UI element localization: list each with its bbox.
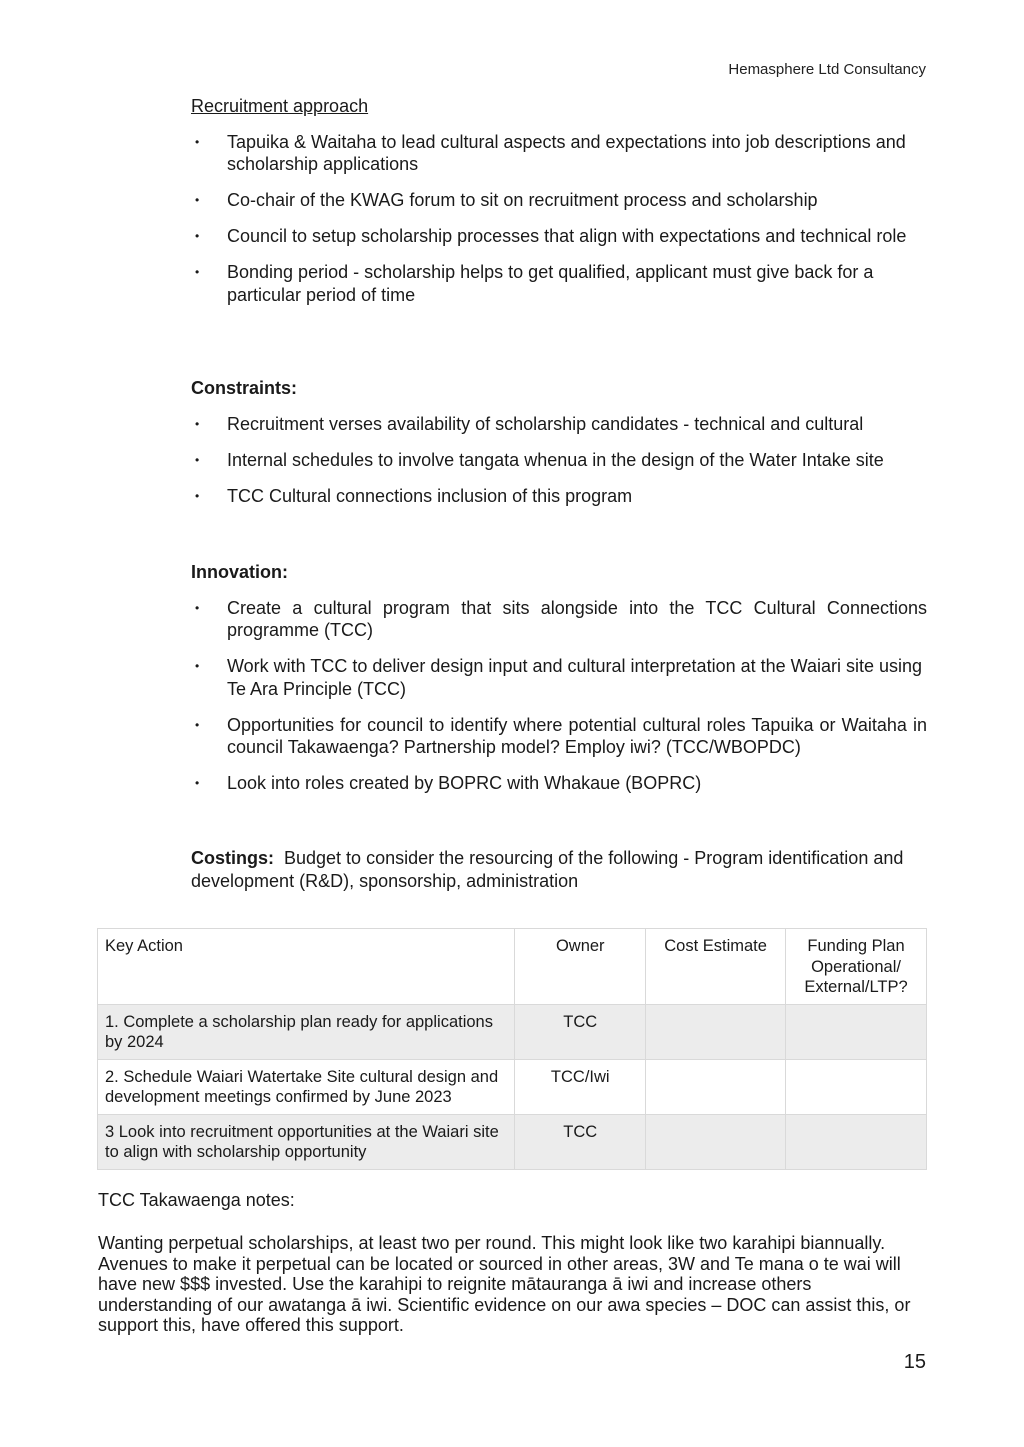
list-item: • Recruitment verses availability of scholarship candidates - technical and cultural [195, 413, 864, 434]
column-header-owner: Owner [515, 929, 646, 1005]
table-cell: 1. Complete a scholarship plan ready for applications by 2024 [98, 1004, 515, 1059]
constraints-list [191, 413, 927, 508]
recruitment-section [191, 96, 927, 306]
table-cell: TCC/Iwi [515, 1059, 646, 1114]
list-item: • Tapuika & Waitaha to lead cultural aspects and expectations into job descriptions and scholarship applications [195, 131, 906, 174]
header-company: Hemasphere Ltd Consultancy [728, 61, 926, 78]
bullet-icon: • [195, 452, 200, 467]
bullet-icon: • [195, 600, 200, 615]
table-cell [786, 1114, 927, 1169]
bullet-icon: • [195, 265, 200, 279]
recruitment-list [191, 131, 927, 307]
table-cell: TCC [515, 1004, 646, 1059]
bullet-icon: • [195, 416, 200, 431]
page-number: 15 [903, 1351, 926, 1373]
table-header-row [98, 929, 927, 1005]
list-item: • Work with TCC to deliver design input and cultural interpretation at the Waiari site using Te Ara Principle (TCC) [195, 656, 923, 699]
costings-label: Costings: [191, 848, 274, 868]
table-cell: 3 Look into recruitment opportunities at the Waiari site to align with scholarship opportunity [98, 1114, 515, 1169]
bullet-icon: • [195, 659, 200, 673]
notes-title: TCC Takawaenga notes: [98, 1190, 295, 1210]
list-item: • TCC Cultural connections inclusion of this program [195, 485, 633, 506]
recruitment-heading: Recruitment approach [191, 96, 369, 116]
table-row [98, 1059, 927, 1114]
list-item: • Council to setup scholarship processes that align with expectations and technical role [195, 226, 907, 246]
list-item: • Internal schedules to involve tangata whenua in the design of the Water Intake site [195, 449, 884, 470]
table-cell [646, 1004, 786, 1059]
table-cell: TCC [515, 1114, 646, 1169]
bullet-icon: • [195, 134, 200, 149]
table-row [98, 1004, 927, 1059]
column-header-cost-estimate: Cost Estimate [646, 929, 786, 1005]
list-item: • Bonding period - scholarship helps to get qualified, applicant must give back for a particular period of time [195, 262, 874, 305]
table-row [98, 1114, 927, 1169]
list-item: • Opportunities for council to identify where potential cultural roles Tapuika or Waitaha in council Takawaenga? Partnership model? Employ iwi? (TCC/WBOPDC) [195, 714, 927, 757]
innovation-section [191, 562, 927, 795]
column-header-key-action: Key Action [98, 929, 515, 1005]
table-cell [646, 1114, 786, 1169]
key-actions-table [97, 928, 927, 1170]
notes-body: Wanting perpetual scholarships, at least two per round. This might look like two karahipi biannually. Avenues to make it perpetual can be located or sourced in other areas, 3W and Te mana o te wai will have new $$$ invested. Use the karahipi to reignite mātauranga ā iwi and increase others understanding of our awatanga ā iwi. Scientific evidence on our awa species – DOC can assist this, or support this, have offered this support. [98, 1233, 911, 1336]
bullet-icon: • [195, 229, 200, 243]
bullet-icon: • [195, 193, 200, 207]
constraints-heading: Constraints: [191, 378, 298, 398]
list-item: • Create a cultural program that sits alongside into the TCC Cultural Connections programme (TCC) [195, 597, 927, 640]
constraints-section [191, 378, 927, 507]
costings-text: Budget to consider the resourcing of the following - Program identification and development (R&D), sponsorship, administration [191, 848, 904, 891]
innovation-heading: Innovation: [191, 562, 288, 582]
list-item: • Look into roles created by BOPRC with Whakaue (BOPRC) [195, 773, 702, 793]
bullet-icon: • [195, 488, 200, 503]
bullet-icon: • [195, 776, 200, 790]
table-cell [646, 1059, 786, 1114]
bullet-icon: • [195, 717, 200, 732]
innovation-list [191, 597, 927, 795]
table-cell [786, 1059, 927, 1114]
costings-paragraph [191, 847, 927, 892]
table-cell: 2. Schedule Waiari Watertake Site cultural design and development meetings confirmed by June 2023 [98, 1059, 515, 1114]
list-item: • Co-chair of the KWAG forum to sit on recruitment process and scholarship [195, 190, 818, 210]
table-cell [786, 1004, 927, 1059]
column-header-funding-plan: Funding Plan Operational/ External/LTP? [786, 929, 927, 1005]
